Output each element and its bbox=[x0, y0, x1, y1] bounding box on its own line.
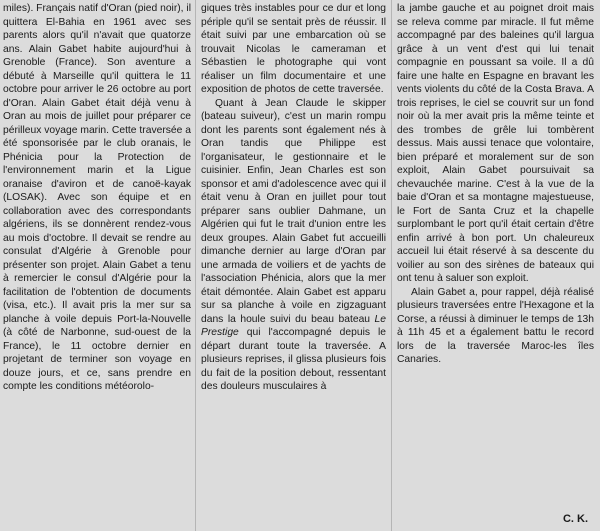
column-divider bbox=[195, 0, 196, 531]
text-run: qui l'accompagné depuis le départ durant toute la traversée. A plusieurs reprises, il glissa plusieurs fois du fait de la position debout, ressentant des douleurs musculaires à bbox=[201, 327, 386, 392]
article-column-3 bbox=[397, 2, 594, 367]
article-column-1 bbox=[3, 2, 191, 394]
paragraph: miles). Français natif d'Oran (pied noir), il quittera El-Bahia en 1961 avec ses parents alors qu'il n'avait que quatorze ans. Alain Gabet habite aujourd'hui à Grenoble (France). Son aventure a débuté à Marseille qu'il quittera le 11 octobre pour arriver le 26 octobre au port d'Oran. Alain Gabet était déjà venu à Oran au mois de juillet pour préparer ce périlleux voyage marin. Cette traversée a été sponsorisée par le club oranais, le Phénicia pour la Protection de l'environnement marin et la Ligue oranaise d'aviron et de canoë-kayak (LOSAK). Avec son équipe et en collaboration avec des correspondants algériens, ils se donnèrent rendez-vous au mois d'octobre. Il devait se rendre au consulat d'Algérie à Grenoble pour présenter son projet. Alain Gabet a tenu à remercier le consul d'Algérie pour la facilitation de l'obtention de documents (visa, etc.). Il avait pris la mer sur sa planche à voile depuis Port-la-Nouvelle (à côté de Narbonne, sud-ouest de la France), le 11 octobre dernier en projetant de terminer son voyage en douze jours, et ce, sans prendre en compte les conditions météorolo- bbox=[3, 3, 191, 392]
paragraph: la jambe gauche et au poignet droit mais se releva comme par miracle. Il fut même accompagné par des baleines qu'il largua grâce à un vent d'est qui lui tenait compagnie en poussant sa voile. Il a dû faire une halte en Espagne en bravant les vents violents du côté de la Costa Brava. A trois reprises, le ciel se couvrit sur un fond noir où la mer avait pris la même teinte et des trombes de grêle lui tombèrent dessus. Mais aussi tenace que volontaire, bien préparé et moralement sur de son exploit, Alain Gabet poursuivait sa chevauchée marine. C'est à la vue de la baie d'Oran et sa montagne majestueuse, le Fort de Santa Cruz et la chapelle surplombant le port qu'il était certain d'être enfin arrivé à bon port. Un chaleureux accueil lui était réservé à sa descente du voilier au son des sirènes de bateaux qui ont tenu à saluer son exploit. bbox=[397, 3, 594, 284]
author-signature: C. K. bbox=[562, 513, 588, 525]
paragraph: giques très instables pour ce dur et long périple qu'il se sentait près de réussir. Il était suivi par une embarcation où se trouvait Nicolas le cameraman et Sébastien le photographe qui vont réaliser un film documentaire et une exposition de photos de cette traversée. bbox=[201, 3, 386, 95]
column-divider bbox=[391, 0, 392, 531]
boat-name: Le Prestige bbox=[201, 313, 386, 338]
article-column-2 bbox=[201, 2, 386, 394]
text-run: Quant à Jean Claude le skipper (bateau suiveur), c'est un marin rompu dont les parents sont également nés à Oran tandis que Philippe est l'organisateur, le gestionnaire et le cuisinier. Enfin, Jean Charles est son sponsor et ami d'adolescence avec qui il était venu à Oran en juillet pour tout préparer sans oublier Dahmane, un Algérien qui fut le trait d'union entre les deux groupes. Alain Gabet fut accueilli dimanche dernier au large d'Oran par une armada de voiliers et de yachts de l'association Phénicia, alors que la mer était démontée. Alain Gabet est apparu sur sa planche à voile en zigzaguant dans la houle suivi du beau bateau bbox=[201, 97, 386, 325]
paragraph bbox=[201, 97, 386, 394]
paragraph: Alain Gabet a, pour rappel, déjà réalisé plusieurs traversées entre l'Hexagone et la Corse, a réussi à diminuer le temps de 13h à 11h 45 et a également battu le record lors de la traversée Maroc-les îles Canaries. bbox=[397, 286, 594, 365]
